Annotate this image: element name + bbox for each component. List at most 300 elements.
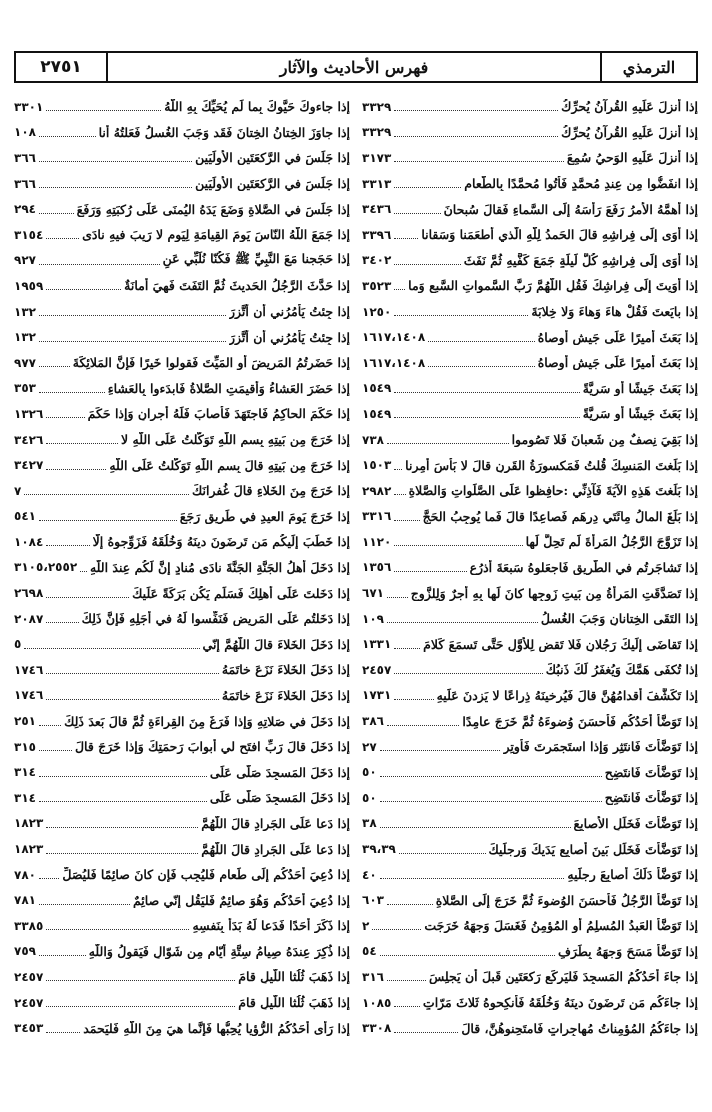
leader-dots: [380, 955, 555, 956]
entry-text: إذا خَرَجَ يَومَ العيدِ في طَريقٍ رَجَعَ: [179, 508, 350, 524]
index-entry: [362, 862, 698, 888]
leader-dots: [394, 1006, 420, 1007]
entry-text: إذا انفَضُّوا مِن عِندِ مُحمَّدٍ فَأتُوا مُحمَّدًا بِالطَّعامِ: [464, 176, 698, 192]
index-entry: [362, 529, 698, 555]
leader-dots: [46, 289, 121, 290]
entry-text: إذا دَخَلَ الخَلاءَ نَزَعَ خاتَمَهُ: [221, 662, 350, 678]
hadith-number: ٣٥٣: [14, 381, 36, 396]
entry-text: إذا أَوَيتَ إلَى فِراشِكَ فَقُلِ اللَّهُمَّ رَبَّ السَّمواتِ السَّبعِ وَما: [408, 278, 698, 294]
leader-dots: [387, 904, 433, 905]
index-entry: [14, 631, 350, 657]
leader-dots: [39, 878, 59, 879]
index-entry: [362, 248, 698, 274]
hadith-number: ١٣٣١: [362, 637, 392, 652]
index-entry: [14, 248, 350, 274]
leader-dots: [39, 776, 207, 777]
hadith-number: ٣٦٦: [14, 176, 36, 191]
entry-text: إذا تَوَضَّأَ دَلَكَ أَصابِعَ رِجلَيهِ: [567, 867, 698, 883]
leader-dots: [394, 520, 419, 521]
leader-dots: [394, 699, 433, 700]
leader-dots: [39, 904, 130, 905]
leader-dots: [46, 1006, 235, 1007]
leader-dots: [46, 673, 219, 674]
entry-text: إذا دَخَلَ قالَ رَبِّ افتَح لي أَبوابَ رَحمَتِكَ وَإذا خَرَجَ قالَ: [74, 739, 350, 755]
leader-dots: [39, 315, 226, 316]
entry-text: إذا أَهمَّهُ الأَمرُ رَفَعَ رَأسَهُ إلَى السَّماءِ فَقالَ سُبحانَ: [443, 201, 698, 217]
hadith-number: ١٥٤٩: [362, 381, 392, 396]
hadith-number: ١٨٢٣: [14, 842, 44, 857]
hadith-number: ٤٠: [362, 867, 377, 882]
leader-dots: [394, 1032, 458, 1033]
index-entry: [14, 350, 350, 376]
index-entry: [362, 478, 698, 504]
index-entry: [14, 759, 350, 785]
entry-text: إذا خَطَبَ إلَيكُم مَن تَرضَونَ دينَهُ وَخُلُقَهُ فَزَوِّجوهُ إلّا: [92, 534, 350, 550]
hadith-number: ١٨٢٣: [14, 816, 44, 831]
index-entry: [362, 964, 698, 990]
hadith-number: ٣٣١٦: [362, 509, 392, 524]
entry-text: إذا بَعَثَ أَميرًا عَلَى جَيشٍ أَوصاهُ: [537, 329, 698, 345]
entry-text: إذا خَرَجَ مِن بَيتِهِ بِسمِ اللَّهِ تَوَكَّلتُ عَلَى اللَّهِ لا: [121, 432, 350, 448]
index-entry: [14, 913, 350, 939]
hadith-number: ٣٣٠١: [14, 99, 44, 114]
leader-dots: [39, 161, 192, 162]
hadith-number: ٣١٤: [14, 765, 36, 780]
leader-dots: [39, 264, 160, 265]
hadith-number: ١٢٥٠: [362, 304, 392, 319]
hadith-number: ٣٤٠٢: [362, 253, 392, 268]
index-entry: [362, 913, 698, 939]
leader-dots: [387, 597, 408, 598]
index-entry: [14, 580, 350, 606]
hadith-number: ٣٨٦: [362, 714, 384, 729]
leader-dots: [46, 980, 235, 981]
index-entry: [14, 504, 350, 530]
leader-dots: [39, 750, 72, 751]
hadith-number: ٢٠٨٧: [14, 611, 44, 626]
hadith-number: ٣١٠٥،٢٥٥٢: [14, 560, 78, 575]
index-entry: [14, 939, 350, 965]
hadith-number: ٧٨٠: [14, 867, 36, 882]
hadith-number: ١٧٤٦: [14, 662, 44, 677]
entry-text: إذا تَوَضَّأتَ فَخَلِّل بَينَ أَصابِعِ يَدَيكَ وَرِجلَيكَ: [488, 841, 698, 857]
hadith-number: ٥٤: [362, 944, 377, 959]
entry-text: إذا حَكَمَ الحاكِمُ فَاجتَهَدَ فَأَصابَ فَلَهُ أَجرانِ وَإذا حَكَمَ: [87, 406, 350, 422]
entry-text: إذا ذَهَبَ ثُلُثا اللَّيلِ قامَ: [238, 995, 350, 1011]
entry-text: إذا بَلَغَ المالُ مِائَتَي دِرهَمٍ فَصاعِدًا قالَ فَما يُوجِبُ الحَجَّ: [422, 508, 698, 524]
index-entry: [362, 324, 698, 350]
hadith-number: ١٣٢: [14, 330, 36, 345]
leader-dots: [394, 571, 466, 572]
index-entry: [362, 171, 698, 197]
index-entry: [362, 504, 698, 530]
leader-dots: [24, 648, 199, 649]
entry-text: إذا دَعا عَلَى الجَرادِ قالَ اللَّهُمَّ: [201, 815, 350, 831]
leader-dots: [39, 801, 207, 802]
index-entry: [362, 401, 698, 427]
index-entry: [14, 376, 350, 402]
index-entry: [362, 785, 698, 811]
hadith-number: ٣٤٥٣: [14, 1021, 44, 1036]
index-entry: [14, 196, 350, 222]
index-entry: [362, 376, 698, 402]
entry-text: إذا جاءوكَ حَيَّوكَ بِما لَم يُحَيِّكَ بِهِ اللَّهُ: [164, 99, 350, 115]
hadith-number: ٣١٥: [14, 739, 36, 754]
hadith-number: ٣٣٠٨: [362, 1021, 392, 1036]
leader-dots: [394, 417, 579, 418]
index-entry: [14, 452, 350, 478]
entry-text: إذا أَوَى إلَى فِراشِهِ قالَ الحَمدُ لِلّهِ الَّذي أَطعَمَنا وَسَقانا: [421, 227, 698, 243]
entry-text: إذا ذَكَرَ أَحَدًا فَدَعا لَهُ بَدَأَ بِنَفسِهِ: [192, 918, 350, 934]
leader-dots: [46, 1032, 80, 1033]
hadith-number: ٢٥١: [14, 714, 36, 729]
leader-dots: [394, 238, 418, 239]
index-columns: [14, 94, 698, 1099]
hadith-number: ٦٧١: [362, 586, 384, 601]
index-entry: [14, 785, 350, 811]
hadith-number: ١٧٤٦: [14, 688, 44, 703]
index-entry: [14, 478, 350, 504]
leader-dots: [394, 315, 528, 316]
entry-text: إذا أُنزِلَ عَلَيهِ القُرآنُ يُحرِّكُ: [561, 124, 698, 140]
leader-dots: [387, 443, 509, 444]
index-entry: [362, 606, 698, 632]
hadith-number: ٢٤٥٧: [362, 662, 392, 677]
hadith-number: ١٠٩: [362, 611, 384, 626]
entry-text: إذا دَخَلَ الخَلاءَ قالَ اللَّهُمَّ إنّي: [202, 636, 350, 652]
leader-dots: [24, 494, 189, 495]
index-entry: [362, 580, 698, 606]
index-entry: [14, 964, 350, 990]
entry-text: إذا حَدَّثَ الرَّجُلُ الحَديثَ ثُمَّ التَفَتَ فَهيَ أَمانَةٌ: [124, 278, 350, 294]
entry-text: إذا تَوَضَّأَ مَسَحَ وَجهَهُ بِطَرَفِ: [557, 943, 698, 959]
entry-text: إذا تَوَضَّأتَ فَانتَضِح: [604, 764, 698, 780]
index-entry: [14, 836, 350, 862]
index-entry: [362, 708, 698, 734]
leader-dots: [80, 571, 87, 572]
index-entry: [362, 145, 698, 171]
hadith-number: ٥٤١: [14, 509, 36, 524]
leader-dots: [394, 213, 440, 214]
entry-text: إذا دَخَلَ أَهلُ الجَنَّةِ الجَنَّةَ نادَى مُنادٍ إنَّ لَكُم عِندَ اللَّهِ: [89, 559, 350, 575]
entry-text: إذا رَأَى أَحَدُكُمُ الرُّؤيا يُحِبُّها فَإنَّما هيَ مِنَ اللَّهِ فَليَحمَد: [83, 1020, 350, 1036]
leader-dots: [394, 289, 405, 290]
leader-dots: [39, 213, 74, 214]
left-column: [14, 94, 356, 1099]
entry-text: إذا أَوَى إلَى فِراشِهِ كُلَّ لَيلَةٍ جَمَعَ كَفَّيهِ ثُمَّ نَفَثَ: [463, 252, 698, 268]
index-entry: [14, 887, 350, 913]
entry-text: إذا تَقاضَى إلَيكَ رَجُلانِ فَلا تَقضِ لِلأَوَّلِ حَتَّى تَسمَعَ كَلامَ: [423, 636, 698, 652]
index-entry: [362, 299, 698, 325]
book-name: الترمذي: [600, 53, 696, 81]
index-entry: [14, 427, 350, 453]
leader-dots: [394, 545, 522, 546]
hadith-number: ٣١٦: [362, 969, 384, 984]
entry-text: إذا تَوَضَّأَ أَحَدُكُم فَأَحسَنَ وُضوءَهُ ثُمَّ خَرَجَ عامِدًا: [462, 713, 698, 729]
leader-dots: [380, 878, 565, 879]
leader-dots: [46, 597, 129, 598]
entry-text: إذا تَزَوَّجَ الرَّجُلُ المَرأَةَ لَم تَحِلَّ لَها: [525, 534, 698, 550]
leader-dots: [39, 366, 70, 367]
entry-text: إذا تُكفَى هَمَّكَ وَيُغفَرُ لَكَ ذَنبُكَ: [545, 662, 698, 678]
index-entry: [14, 657, 350, 683]
hadith-number: ١١٢٠: [362, 534, 392, 549]
entry-text: إذا تَصَدَّقَتِ المَرأَةُ مِن بَيتِ زَوجِها كانَ لَها بِهِ أَجرٌ وَلِلزَّوجِ: [410, 585, 698, 601]
leader-dots: [39, 955, 86, 956]
leader-dots: [39, 136, 96, 137]
entry-text: إذا بَعَثَ جَيشًا أَو سَرِيَّةً: [582, 406, 698, 422]
hadith-number: ٣٣٨٥: [14, 918, 44, 933]
leader-dots: [46, 443, 118, 444]
right-column: [356, 94, 698, 1099]
hadith-number: ١٣٢: [14, 304, 36, 319]
leader-dots: [46, 699, 219, 700]
index-title: فهرس الأحاديث والآثار: [279, 57, 429, 77]
hadith-number: ١٩٥٩: [14, 278, 44, 293]
index-entry: [362, 427, 698, 453]
leader-dots: [380, 776, 602, 777]
leader-dots: [387, 725, 459, 726]
hadith-number: ١٦١٧،١٤٠٨: [362, 330, 426, 345]
entry-text: إذا جَلَسَ في الصَّلاةِ وَضَعَ يَدَهُ اليُمنَى عَلَى رُكبَتِهِ وَرَفَعَ: [76, 201, 350, 217]
hadith-number: ٢٤٥٧: [14, 995, 44, 1010]
hadith-number: ٢٦٩٨: [14, 586, 44, 601]
entry-text: إذا جاوَزَ الخِتانُ الخِتانَ فَقَد وَجَبَ الغُسلُ فَعَلتُهُ أَنا: [98, 124, 350, 140]
index-entry: [362, 734, 698, 760]
entry-text: إذا دَعا عَلَى الجَرادِ قالَ اللَّهُمَّ: [201, 841, 350, 857]
entry-text: إذا جَلَسَ في الرَّكعَتَينِ الأُولَيَينِ: [195, 150, 350, 166]
index-entry: [362, 990, 698, 1016]
index-entry: [14, 555, 350, 581]
index-entry: [14, 1015, 350, 1041]
index-entry: [362, 759, 698, 785]
leader-dots: [399, 853, 486, 854]
hadith-number: ٣٥٢٣: [362, 278, 392, 293]
hadith-number: ٢٩٨٢: [362, 483, 392, 498]
hadith-number: ٣٤٣٦: [362, 202, 392, 217]
index-entry: [14, 606, 350, 632]
index-entry: [14, 529, 350, 555]
leader-dots: [46, 110, 161, 111]
leader-dots: [46, 417, 84, 418]
entry-text: إذا ذَهَبَ ثُلُثا اللَّيلِ قامَ: [238, 969, 350, 985]
leader-dots: [380, 750, 501, 751]
entry-text: إذا التَقَى الخِتانانِ وَجَبَ الغُسلُ: [540, 611, 698, 627]
index-entry: [362, 657, 698, 683]
hadith-number: ٣١٧٣: [362, 150, 392, 165]
leader-dots: [394, 494, 405, 495]
leader-dots: [372, 929, 421, 930]
leader-dots: [394, 673, 542, 674]
entry-text: إذا تَوَضَّأتَ فَخَلِّلِ الأَصابِعَ: [573, 815, 698, 831]
hadith-number: ١٥٠٣: [362, 458, 392, 473]
entry-text: إذا دَخَلتُم عَلَى المَريضِ فَنَفِّسوا لَهُ في أَجَلِهِ فَإنَّ ذَلِكَ: [81, 611, 350, 627]
index-entry: [362, 350, 698, 376]
entry-text: إذا بايَعتَ فَقُلْ هاءَ وَهاءَ وَلا خِلابَةَ: [531, 304, 698, 320]
index-entry: [14, 171, 350, 197]
hadith-number: ٩٢٧: [14, 253, 36, 268]
leader-dots: [380, 827, 571, 828]
entry-text: إذا دَخَلَ في صَلاتِهِ وَإذا فَرَغَ مِنَ القِراءَةِ ثُمَّ قالَ بَعدَ ذَلِكَ: [64, 713, 350, 729]
entry-text: إذا حَضَرتُمُ المَريضَ أَوِ المَيِّتَ فَقولوا خَيرًا فَإنَّ المَلائِكَةَ: [72, 355, 350, 371]
index-entry: [362, 631, 698, 657]
entry-text: إذا تَوَضَّأَ الرَّجُلُ فَأَحسَنَ الوُضوءَ ثُمَّ خَرَجَ إلَى الصَّلاةِ: [435, 892, 698, 908]
hadith-number: ٣٣٩٦: [362, 227, 392, 242]
hadith-number: ٢٤٥٧: [14, 969, 44, 984]
entry-text: إذا تَكَشَّفَ أَقدامُهُنَّ قالَ فَيُرخينَهُ ذِراعًا لا يَزِدنَ عَلَيهِ: [436, 687, 698, 703]
entry-text: إذا جِئتُ يَأمُرُني أَن أَتَّزِرَ: [228, 329, 350, 345]
index-entry: [14, 145, 350, 171]
entry-text: إذا بَلَغتَ المَنسِكَ قُلتُ فَمَكسورَةُ القَرنِ قالَ لا بَأسَ أُمِرنا: [405, 457, 698, 473]
index-entry: [14, 273, 350, 299]
hadith-number: ١٦١٧،١٤٠٨: [362, 355, 426, 370]
hadith-number: ٦٠٣: [362, 893, 384, 908]
index-entry: [14, 862, 350, 888]
entry-text: إذا دُعِيَ أَحَدُكُم وَهُوَ صائِمٌ فَليَقُل إنّي صائِمٌ: [132, 892, 350, 908]
index-entry: [14, 811, 350, 837]
hadith-number: ٣٤٢٧: [14, 458, 44, 473]
entry-text: إذا أُنزِلَ عَلَيهِ الوَحيُ سُمِعَ: [566, 150, 698, 166]
hadith-number: ٣٣٢٩: [362, 99, 392, 114]
entry-text: إذا أُنزِلَ عَلَيهِ القُرآنُ يُحرِّكُ: [561, 99, 698, 115]
index-entry: [362, 887, 698, 913]
hadith-number: ٣٨: [362, 816, 377, 831]
hadith-number: ٩٧٧: [14, 355, 36, 370]
entry-text: إذا دُعِيَ أَحَدُكُم إلَى طَعامٍ فَليُجِب فَإن كانَ صائِمًا فَليُصَلِّ: [62, 867, 350, 883]
leader-dots: [380, 801, 602, 802]
index-entry: [14, 683, 350, 709]
entry-text: إذا بَقِيَ نِصفٌ مِن شَعبانَ فَلا تَصُوموا: [511, 432, 698, 448]
hadith-number: ٢: [362, 918, 370, 933]
leader-dots: [394, 187, 461, 188]
entry-text: إذا جَلَسَ في الرَّكعَتَينِ الأُولَيَينِ: [195, 176, 350, 192]
entry-text: إذا جاءَ أَحَدُكُمُ المَسجِدَ فَليَركَع رَكعَتَينِ قَبلَ أَن يَجلِسَ: [428, 969, 698, 985]
leader-dots: [394, 264, 460, 265]
leader-dots: [46, 929, 189, 930]
index-entry: [14, 222, 350, 248]
leader-dots: [387, 980, 426, 981]
hadith-number: ٣٣١٣: [362, 176, 392, 191]
index-entry: [14, 708, 350, 734]
entry-text: إذا خَرَجَ مِن بَيتِهِ قالَ بِسمِ اللَّهِ تَوَكَّلتُ عَلَى اللَّهِ: [109, 457, 350, 473]
leader-dots: [394, 161, 564, 162]
entry-text: إذا جاءَكُمُ المُؤمِناتُ مُهاجِراتٍ فَامتَحِنوهُنَّ، قالَ: [461, 1020, 698, 1036]
hadith-number: ٧٥٩: [14, 944, 36, 959]
index-entry: [14, 734, 350, 760]
leader-dots: [394, 469, 402, 470]
hadith-number: ٧٨١: [14, 893, 36, 908]
page-number: ٢٧٥١: [16, 53, 108, 81]
leader-dots: [46, 853, 198, 854]
index-entry: [14, 990, 350, 1016]
hadith-number: ٢٩٤: [14, 202, 36, 217]
index-entry: [14, 94, 350, 120]
hadith-number: ٣٦٦: [14, 150, 36, 165]
entry-text: إذا دَخَلَ المَسجِدَ صَلَّى عَلَى: [209, 790, 350, 806]
entry-text: إذا تَشاجَرتُم في الطَّريقِ فَاجعَلوهُ سَبعَةَ أَذرُعٍ: [469, 559, 698, 575]
entry-text: إذا حَجَجنا مَعَ النَّبِيِّ ﷺ فَكُنّا نُلَبِّي عَنِ: [162, 250, 350, 266]
index-entry: [362, 555, 698, 581]
entry-text: إذا ذُكِرَ عِندَهُ صِيامُ سِتَّةِ أَيّامٍ مِن شَوّالٍ فَيَقولُ وَاللَّهِ: [88, 943, 350, 959]
entry-text: إذا جاءَكُم مَن تَرضَونَ دينَهُ وَخُلُقَهُ فَأَنكِحوهُ ثَلاثَ مَرّاتٍ: [422, 995, 698, 1011]
hadith-number: ٣٣٢٩: [362, 125, 392, 140]
entry-text: إذا جَمَعَ اللَّهُ النّاسَ يَومَ القِيامَةِ لِيَومٍ لا رَيبَ فيهِ نادَى: [82, 227, 350, 243]
index-entry: [362, 120, 698, 146]
leader-dots: [39, 187, 192, 188]
index-entry: [362, 222, 698, 248]
hadith-number: ٥٠: [362, 765, 377, 780]
index-entry: [14, 324, 350, 350]
leader-dots: [39, 392, 105, 393]
hadith-number: ١٠٨٤: [14, 534, 44, 549]
entry-text: إذا دَخَلَ الخَلاءَ نَزَعَ خاتَمَهُ: [221, 687, 350, 703]
entry-text: إذا حَضَرَ العَشاءُ وَأُقيمَتِ الصَّلاةُ فَابدَءوا بِالعَشاءِ: [107, 380, 350, 396]
index-entry: [362, 811, 698, 837]
hadith-number: ٣٤٢٦: [14, 432, 44, 447]
hadith-number: ٣٩،٣٩: [362, 842, 396, 857]
leader-dots: [46, 238, 79, 239]
leader-dots: [394, 110, 558, 111]
hadith-number: ١٥٤٩: [362, 406, 392, 421]
hadith-number: ١٧٣١: [362, 688, 392, 703]
index-entry: [362, 94, 698, 120]
hadith-number: ٢٧: [362, 739, 377, 754]
leader-dots: [394, 648, 420, 649]
index-entry: [14, 401, 350, 427]
leader-dots: [46, 545, 89, 546]
leader-dots: [387, 622, 538, 623]
index-entry: [362, 273, 698, 299]
index-entry: [362, 683, 698, 709]
leader-dots: [39, 520, 177, 521]
leader-dots: [46, 622, 78, 623]
hadith-number: ١٣٢٦: [14, 406, 44, 421]
entry-text: إذا بَعَثَ جَيشًا أَو سَرِيَّةً: [582, 380, 698, 396]
hadith-number: ١٣٥٦: [362, 560, 392, 575]
hadith-number: ٣١٤: [14, 790, 36, 805]
entry-text: إذا بَلَغتَ هَذِهِ الآيَةَ فَآذِنِّي :حافِظوا عَلَى الصَّلَواتِ وَالصَّلاةِ: [408, 483, 698, 499]
hadith-number: ٧: [14, 483, 22, 498]
hadith-number: ٣١٥٤: [14, 227, 44, 242]
entry-text: إذا خَرَجَ مِنَ الخَلاءِ قالَ غُفرانَكَ: [192, 483, 350, 499]
entry-text: إذا دَخَلتَ عَلَى أَهلِكَ فَسَلِّم يَكُن بَرَكَةً عَلَيكَ: [132, 585, 350, 601]
entry-text: إذا تَوَضَّأَ العَبدُ المُسلِمُ أَوِ المُؤمِنُ فَغَسَلَ وَجهَهُ خَرَجَت: [424, 918, 698, 934]
hadith-number: ٥٠: [362, 790, 377, 805]
index-entry: [362, 196, 698, 222]
page-header: [14, 51, 698, 83]
index-entry: [362, 452, 698, 478]
index-entry: [362, 939, 698, 965]
leader-dots: [394, 136, 558, 137]
entry-text: إذا تَوَضَّأتَ فَانتَضِح: [604, 790, 698, 806]
leader-dots: [46, 469, 106, 470]
index-entry: [362, 1015, 698, 1041]
leader-dots: [46, 827, 198, 828]
leader-dots: [428, 341, 535, 342]
leader-dots: [39, 725, 61, 726]
hadith-number: ٥: [14, 637, 22, 652]
entry-text: إذا تَوَضَّأتَ فَانتَثِر وَإذا استَجمَرتَ فَأَوتِر: [503, 739, 698, 755]
index-entry: [362, 836, 698, 862]
index-entry: [14, 299, 350, 325]
hadith-number: ١٠٨٥: [362, 995, 392, 1010]
hadith-number: ١٠٨: [14, 125, 36, 140]
leader-dots: [428, 366, 535, 367]
entry-text: إذا بَعَثَ أَميرًا عَلَى جَيشٍ أَوصاهُ: [537, 355, 698, 371]
index-entry: [14, 120, 350, 146]
entry-text: إذا دَخَلَ المَسجِدَ صَلَّى عَلَى: [209, 764, 350, 780]
hadith-number: ٧٣٨: [362, 432, 384, 447]
